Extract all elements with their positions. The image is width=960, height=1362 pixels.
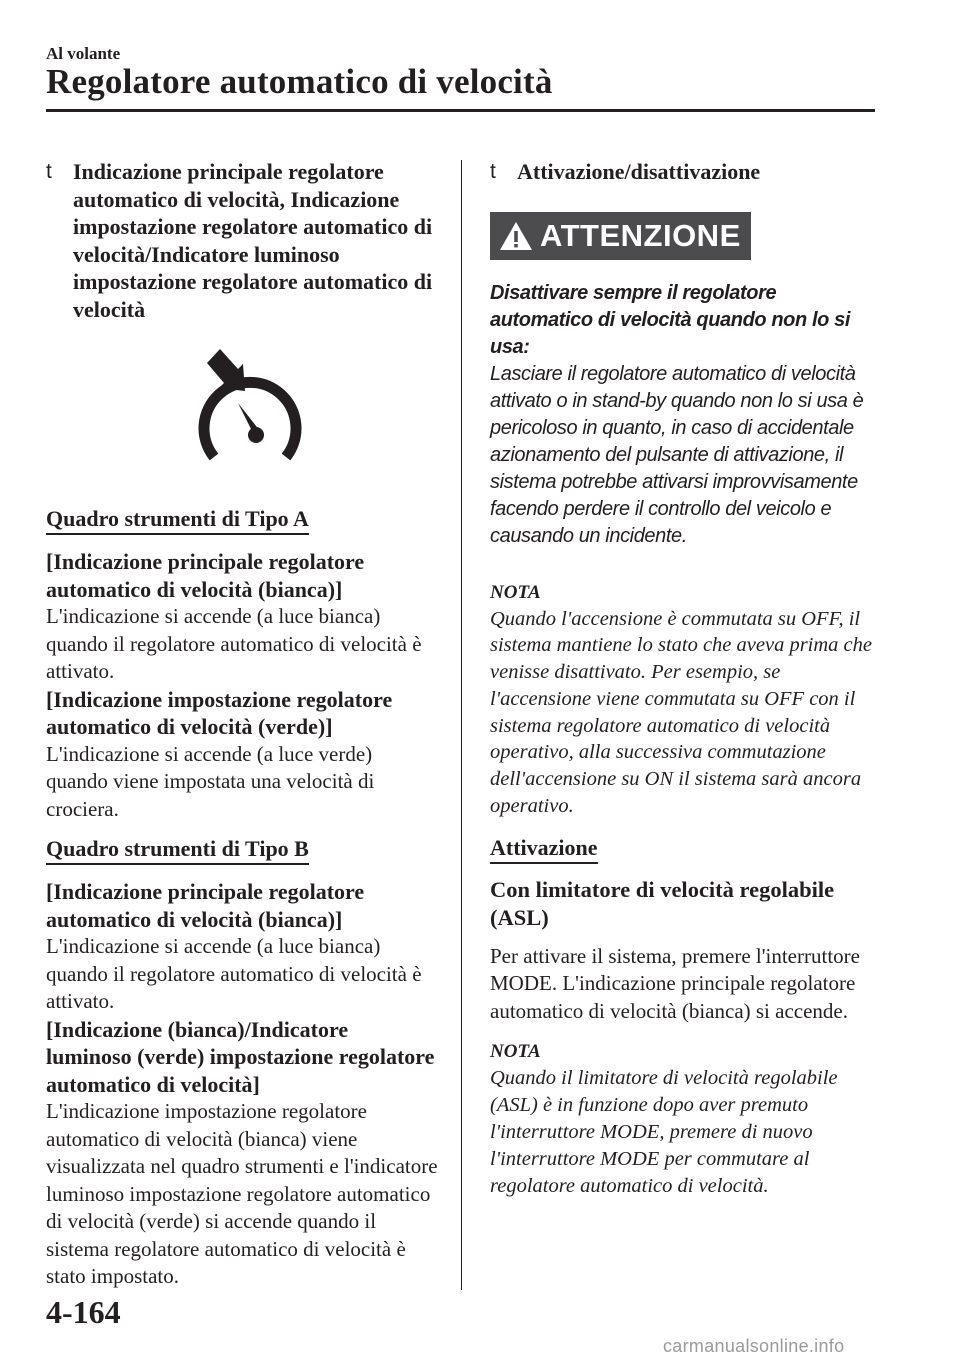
title-rule xyxy=(46,109,875,112)
cruise-control-icon-wrap xyxy=(61,347,438,465)
page-title: Regolatore automatico di velocità xyxy=(46,62,553,101)
type-b-heading: Quadro strumenti di Tipo B xyxy=(46,837,309,865)
warning-badge xyxy=(490,212,751,260)
cruise-control-speedometer-icon xyxy=(194,347,306,465)
type-b-heading-2: [Indicazione (bianca)/Indicatore luminoso (verde) impostazione regolatore automatico di velocità] xyxy=(46,1016,435,1097)
section-heading-indications xyxy=(46,158,438,323)
nota-heading: NOTA xyxy=(490,581,541,603)
asl-subheading: Con limitatore di velocità regolabile (ASL) xyxy=(490,876,835,931)
warning-label: ATTENZIONE xyxy=(540,217,741,253)
type-a-heading-1: [Indicazione principale regolatore automatico di velocità (bianca)] xyxy=(46,549,365,602)
section-heading-activation xyxy=(490,158,880,186)
section-bullet: t xyxy=(490,160,496,183)
type-b-paragraph-2: L'indicazione impostazione regolatore automatico di velocità (bianca) viene visualizzata nel quadro strumenti e l'indicatore luminoso impostazione regolatore automatico di velocità (verde) si accende quando il sistema regolatore automatico di velocità è stato impostato. xyxy=(46,1099,438,1288)
section-title: Indicazione principale regolatore automatico di velocità, Indicazione impostazione regolatore automatico di velocità/Indicatore luminoso impostazione regolatore automatico di velocità xyxy=(73,159,433,322)
nota-text: Quando il limitatore di velocità regolabile (ASL) è in funzione dopo aver premuto l'interruttore MODE, premere di nuovo l'interruttore MODE per commutare al regolatore automatico di velocità. xyxy=(490,1067,838,1197)
left-column xyxy=(46,158,438,1291)
type-a-heading: Quadro strumenti di Tipo A xyxy=(46,507,309,535)
type-a-paragraph-2: L'indicazione si accende (a luce verde) quando viene impostata una velocità di crociera. xyxy=(46,741,375,821)
chapter-kicker: Al volante xyxy=(46,44,121,63)
column-divider xyxy=(461,160,462,1290)
warning-bold-text: Disattivare sempre il regolatore automatico di velocità quando non lo si usa: xyxy=(490,281,850,358)
right-column xyxy=(490,158,880,1199)
type-a-heading-2: [Indicazione impostazione regolatore automatico di velocità (verde)] xyxy=(46,686,393,739)
footer-watermark[interactable]: carmanualsonline.info xyxy=(663,1336,845,1356)
warning-text: Lasciare il regolatore automatico di velocità attivato o in stand-by quando non lo si usa è pericoloso in quanto, in caso di accidentale azionamento del pulsante di attivazione, il sistema potrebbe attivarsi improvvisamente facendo perdere il controllo del veicolo e causando un incidente. xyxy=(490,362,864,547)
warning-triangle-icon xyxy=(498,220,534,252)
section-title: Attivazione/disattivazione xyxy=(517,159,761,184)
attivazione-text: Per attivare il sistema, premere l'interruttore MODE. L'indicazione principale regolatore automatico di velocità (bianca) si accende. xyxy=(490,943,860,1023)
nota-heading: NOTA xyxy=(490,1041,541,1063)
type-b-heading-1: [Indicazione principale regolatore automatico di velocità (bianca)] xyxy=(46,879,365,932)
page-number: 4-164 xyxy=(46,1294,121,1330)
type-a-paragraph-1: L'indicazione si accende (a luce bianca) quando il regolatore automatico di velocità è attivato. xyxy=(46,604,422,683)
type-b-paragraph-1: L'indicazione si accende (a luce bianca) quando il regolatore automatico di velocità è attivato. xyxy=(46,934,422,1013)
nota-text: Quando l'accensione è commutata su OFF, il sistema mantiene lo stato che aveva prima che venisse disattivato. Per esempio, se l'accensione viene commutata su OFF con il sistema regolatore automatico di velocità operativo, alla successiva commutazione dell'accensione su ON il sistema sarà ancora operativo. xyxy=(490,607,873,818)
section-bullet: t xyxy=(46,160,52,183)
attivazione-heading: Attivazione xyxy=(490,836,598,864)
